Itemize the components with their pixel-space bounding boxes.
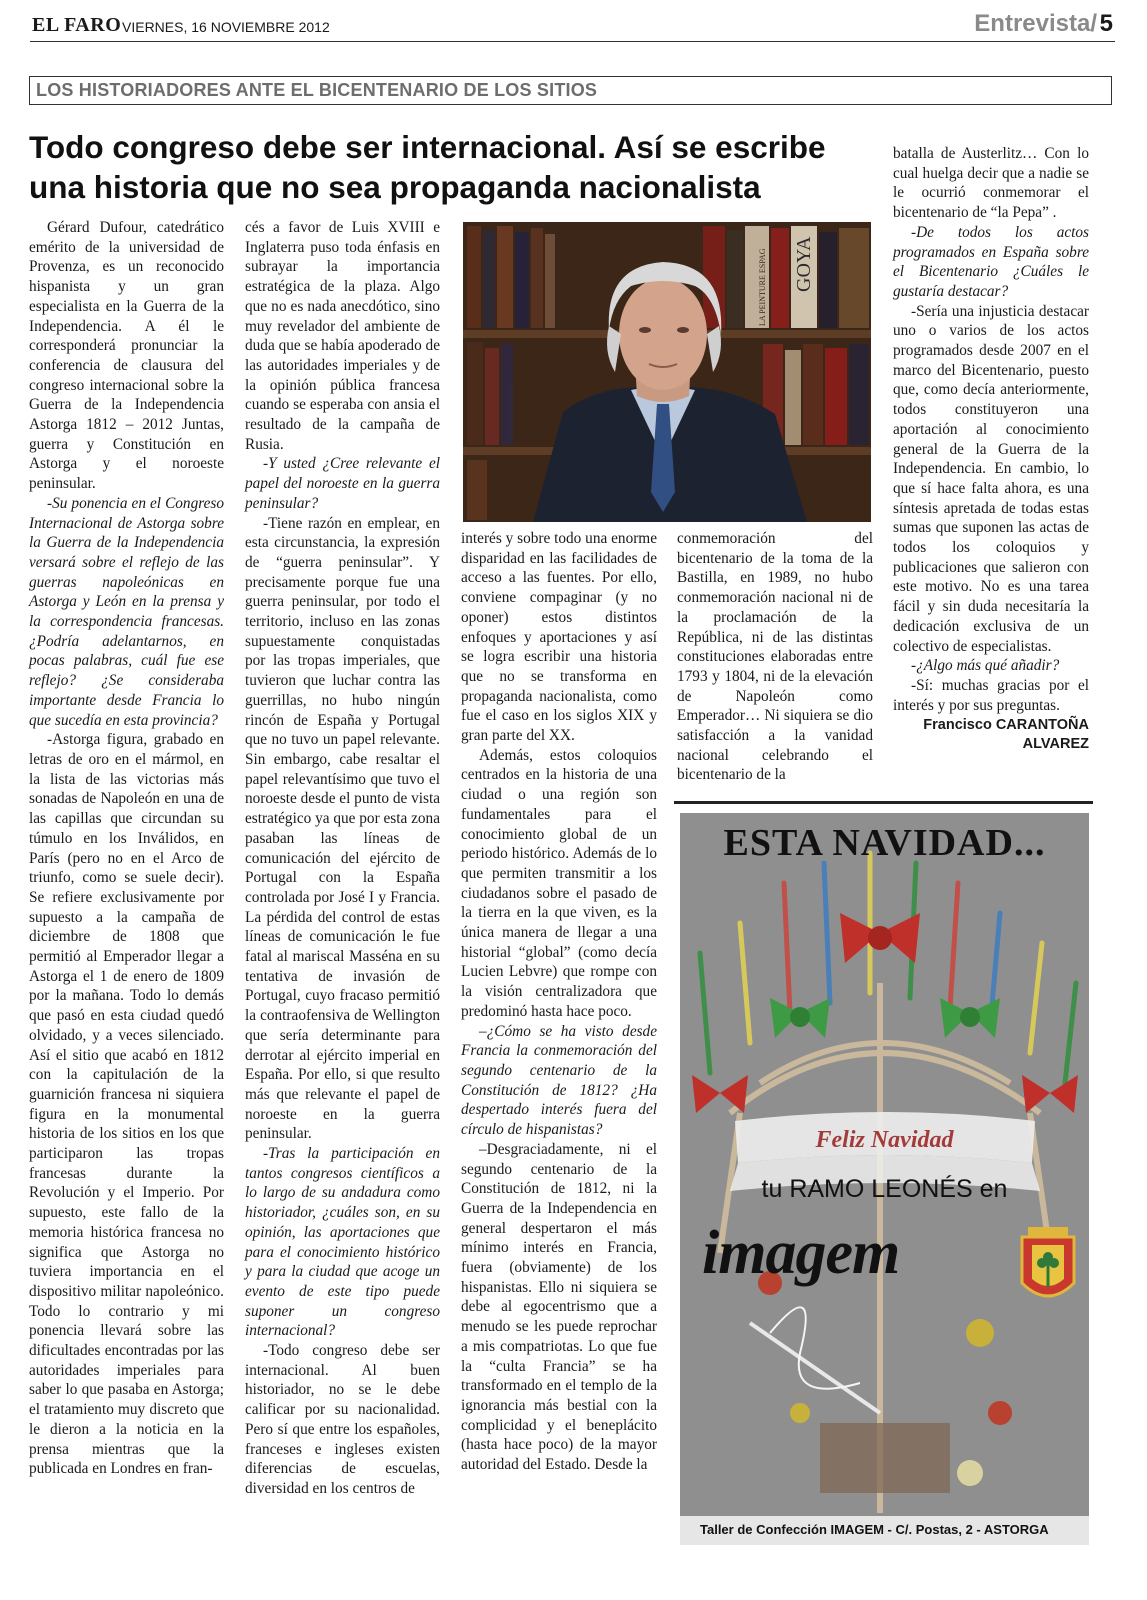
answer-paragraph: –Desgraciadamente, ni el segundo centenario de la Constitución de 1812, ni la Guerra de la Independencia en general despertaron el más mínimo interés en Francia, fuera (obviamente) de los hispanistas. Ello ni siquiera se debe al egocentrismo que a menudo se les puede reprochar a mis compatriotas. Lo que fue la “culta Francia” se ha transformado en el templo de la ignorancia más bestial con la complicidad y el beneplácito (hasta hace poco) de la mayor autoridad del Estado. Desde la [461, 1140, 657, 1474]
ad-footer [680, 1516, 1089, 1545]
question-paragraph: -Y usted ¿Cree relevante el papel del noroeste en la guerra peninsular? [245, 455, 440, 512]
ad-tagline: tu RAMO LEONÉS en [761, 1175, 1008, 1203]
ad-brand-logo: imagem [702, 1219, 900, 1287]
book-spine-title-2: LA PEINTURE ESPAG [758, 248, 767, 326]
portrait-photo [463, 222, 871, 522]
issue-date: VIERNES, 16 NOVIEMBRE 2012 [122, 19, 330, 35]
section-name: Entrevista/ [974, 10, 1097, 37]
article-column-4 [677, 529, 873, 785]
page-number: 5 [1099, 10, 1113, 37]
answer-paragraph: conmemoración del bicentenario de la toma de la Bastilla, en 1989, no hubo conmemoración nacional ni de la proclamación de la República, ni de las distintas constituciones elaboradas entre 1793 y 1804, ni de la elevación de Napoleón como Emperador… Ni siquiera se dio satisfacción a la vanidad nacional celebrando el bicentenario de la [677, 530, 873, 784]
question-paragraph: –¿Cómo se ha visto desde Francia la conmemoración del segundo centenario de la Constitución de 1812? ¿Ha despertado interés fuera del círculo de hispanistas? [461, 1022, 657, 1139]
article-column-2 [245, 218, 440, 1499]
author-name: Francisco CARANTOÑA [923, 717, 1089, 734]
newspaper-name: EL FARO [32, 14, 122, 36]
answer-paragraph: -Sería una injusticia destacar uno o varios de los actos programados desde 2007 en el marco del Bicentenario, puesto que, como decía anteriormente, todos constituyeron una aportación al conocimiento general de la Guerra de la Independencia. En cambio, lo que sí hace falta ahora, es una síntesis apretada de todas estas sumas que suponen las actas de todos los coloquios y publicaciones que salieron con este motivo. No es una tarea fácil y sin duda necesitaría la dedicación exclusiva de un colectivo de especialistas. [893, 302, 1089, 655]
question-paragraph: -¿Algo más qué añadir? [911, 657, 1060, 675]
ad-footer-text: Taller de Confección IMAGEM - C/. Postas, 2 - ASTORGA [700, 1522, 1049, 1537]
intro-paragraph: Gérard Dufour, catedrático emérito de la universidad de Provenza, es un reconocido hispanista y un gran especialista en la Guerra de la Independencia. A él le corresponderá pronunciar la conferencia de clausura del congreso internacional sobre la Guerra de la Independencia Astorga 1812 – 2012 Juntas, guerra y Constitución en Astorga y el noroeste peninsular. [29, 219, 224, 493]
book-spine-title: GOYA [793, 236, 815, 292]
answer-paragraph: interés y sobre todo una enorme disparidad en las facilidades de acceso a las fuentes. Por ello, conviene compaginar (y no oponer) estos distintos enfoques y aportaciones y así se logra escribir una historia que no se transforma en propaganda nacionalista, como fue el caso en los siglos XIX y gran parte del XX. [461, 530, 657, 745]
article-column-1 [29, 218, 224, 1479]
answer-paragraph: -Astorga figura, grabado en letras de oro en el mármol, en la lista de las victorias más sonadas de Napoleón en una de las capillas que circundan su túmulo en los Inválidos, en París (pero no en el Arco de triunfo, como se suele decir). Se refiere exclusivamente por supuesto a la campaña de diciembre de 1808 que permitió al Emperador llegar a Astorga el 1 de enero de 1809 por la mañana. Todo lo demás que pasó en esta ciudad quedó olvidado, y a veces silenciado. Así el sitio que acabó en 1812 con la capitulación de la guarnición francesa ni siquiera figura en la monumental historia de los sitios en los que participaron las tropas francesas durante la Revolución y el Imperio. Por supuesto, este fallo de la memoria histórica francesa no significa que Astorga no tuviera importancia en el dispositivo militar napoleónico. Todo lo contrario y mi ponencia llevará sobre las dificultades encontradas por las autoridades imperiales para saber lo que pasaba en Astorga; el tratamiento muy discreto que le dieron a la noticia en la prensa mientras que la publicada en Londres en fran- [29, 731, 224, 1478]
portrait-illustration [463, 222, 871, 522]
answer-paragraph: -Tiene razón en emplear, en esta circunstancia, la expresión de “guerra peninsular”. Y precisamente porque fue una guerra peninsular, por todo el territorio, incluso en las zonas supuestamente conquistadas por las tropas imperiales, que tuvieron que luchar contra las guerrillas, no hubo ningún rincón de España y Portugal que no tuvo un papel relevante. Sin embargo, cabe resaltar el papel relevantísimo que tuvo el noroeste desde el punto de vista estratégico ya que por esta zona pasaban las líneas de comunicación del ejército de Portugal con la España controlada por José I y Francia. La pérdida del control de estas líneas de comunicación le fue fatal al mariscal Masséna en su tentativa de invasión de Portugal, cuyo fracaso permitió la contraofensiva de Wellington que sería determinante para derrotar al ejército imperial en España. Por ello, si que resulto más que relevante el papel de noroeste en la guerra peninsular. [245, 514, 440, 1143]
answer-paragraph: batalla de Austerlitz… Con lo cual huelga decir que a nadie se le ocurrió conmemorar el bicentenario de “la Pepa” . [893, 145, 1089, 222]
question-paragraph: -Su ponencia en el Congreso Internacional de Astorga sobre la Guerra de la Independencia versará sobre el reflejo de las guerras napoleónicas en Astorga y León en la prensa y la correspondencia francesas.¿Podría adelantarnos, en pocas palabras, cuál fue ese reflejo? ¿Se consideraba importante desde Francia lo que sucedía en esta provincia? [29, 494, 224, 729]
christmas-advertisement [680, 813, 1089, 1545]
kicker-text: LOS HISTORIADORES ANTE EL BICENTENARIO DE LOS SITIOS [36, 80, 598, 100]
article-column-3 [461, 529, 657, 1475]
answer-paragraph: Además, estos coloquios centrados en la historia de una ciudad o una región son fundamentales para el conocimiento global de un periodo histórico. Además de lo que permiten transmitir a los ciudadanos sobre el pasado de la tierra en la que viven, es la única manera de llegar a una historial “global” (como decía Lucien Lebvre) que rompe con la visión centralizadora que predominó hasta hace poco. [461, 746, 657, 1020]
kicker-box [29, 76, 1112, 105]
headline: Todo congreso debe ser internacional. Así se escribe una historia que no sea propaganda nacionalista [29, 129, 826, 205]
answer-paragraph: cés a favor de Luis XVIII e Inglaterra puso toda énfasis en subrayar la importancia estratégica de la plaza. Algo que no es nada anecdótico, sino muy revelador del ambiente de duda que se había apoderado de las autoridades imperiales y de la opinión pública francesa cuando se esperaba con ansia el resultado de la campaña de Rusia. [245, 219, 440, 453]
header-rule [30, 41, 1115, 42]
question-paragraph: -Tras la participación en tantos congresos científicos a lo largo de su andadura como historiador, ¿cuáles son, en su opinión, las aportaciones que para el conocimiento histórico y para la ciudad que acoge un evento de este tipo puede suponer un congreso internacional? [245, 1145, 440, 1340]
ad-title: ESTA NAVIDAD... [723, 822, 1046, 864]
answer-paragraph: -Sí: muchas gracias por el interés y por sus preguntas. [893, 676, 1089, 714]
ad-separator [674, 801, 1093, 804]
ad-greeting: Feliz Navidad [815, 1127, 954, 1153]
answer-paragraph: -Todo congreso debe ser internacional. Al buen historiador, no se le debe calificar por su nacionalidad. Pero sí que entre los españoles, franceses e ingleses existen diferencias de escuelas, diversidad en los centros de [245, 1342, 440, 1497]
author-surname: ALVAREZ [1022, 736, 1089, 753]
article-column-5 [893, 144, 1089, 754]
question-paragraph: -De todos los actos programados en España sobre el Bicentenario ¿Cuáles le gustaría destacar? [893, 223, 1089, 300]
